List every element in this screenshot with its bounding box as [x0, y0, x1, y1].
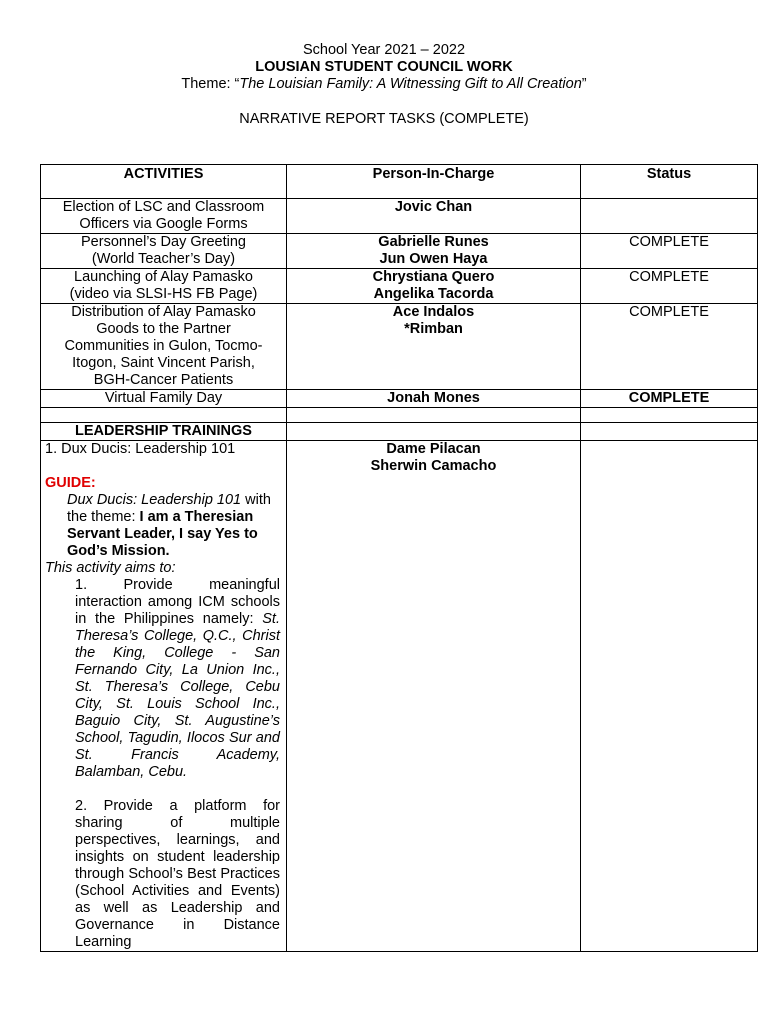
training-row	[41, 441, 758, 952]
status-cell: COMPLETE	[581, 269, 758, 304]
activity-cell: Distribution of Alay Pamasko Goods to the Partner Communities in Gulon, Tocmo- Itogon, Saint Vincent Parish, BGH-Cancer Patients	[41, 304, 287, 390]
person-cell: Jonah Mones	[287, 390, 581, 408]
status-cell: COMPLETE	[581, 234, 758, 269]
theme-title: The Louisian Family: A Witnessing Gift to All Creation	[239, 76, 582, 92]
aim-1: 1. Provide meaningful interaction among ICM schools in the Philippines namely: St. Theresa’s College, Q.C., Christ the King, College - San Fernando City, La Union Inc., St. Theresa’s College, Cebu City, St. Louis School Inc., Baguio City, St. Augustine’s School, Tagudin, Ilocos Sur and St. Francis Academy, Balamban, Cebu.	[75, 577, 280, 780]
person-cell: Chrystiana Quero Angelika Tacorda	[287, 269, 581, 304]
guide-text: Dux Ducis: Leadership 101 with the theme: I am a Theresian Servant Leader, I say Yes to God’s Mission.	[67, 492, 271, 559]
aims-intro: This activity aims to:	[45, 560, 176, 576]
status-cell	[581, 199, 758, 234]
school-year: School Year 2021 – 2022	[302, 42, 466, 58]
status-cell: COMPLETE	[581, 304, 758, 390]
guide-label: GUIDE:	[45, 475, 96, 491]
table-row	[41, 199, 758, 234]
training-item: 1. Dux Ducis: Leadership 101	[45, 441, 236, 457]
column-header-activities: ACTIVITIES	[41, 165, 287, 199]
training-activity-cell	[41, 441, 287, 952]
table-row	[41, 234, 758, 269]
activity-cell: Virtual Family Day	[41, 390, 287, 408]
training-person-cell: Dame Pilacan Sherwin Camacho	[287, 441, 581, 952]
activity-cell: Election of LSC and Classroom Officers via Google Forms	[41, 199, 287, 234]
table-row	[41, 390, 758, 408]
table-row	[41, 269, 758, 304]
person-cell: Gabrielle Runes Jun Owen Haya	[287, 234, 581, 269]
section-header-row	[41, 423, 758, 441]
status-cell: COMPLETE	[581, 390, 758, 408]
activities-table	[40, 164, 758, 952]
council-title: LOUSIAN STUDENT COUNCIL WORK	[255, 59, 513, 75]
training-status-cell	[581, 441, 758, 952]
table-header-row	[41, 165, 758, 199]
section-title: LEADERSHIP TRAININGS	[41, 423, 287, 441]
theme-line: Theme: “The Louisian Family: A Witnessing Gift to All Creation”	[181, 76, 587, 92]
document-header	[0, 42, 768, 128]
table-row	[41, 304, 758, 390]
spacer-row	[41, 408, 758, 423]
activity-cell: Personnel’s Day Greeting (World Teacher’s Day)	[41, 234, 287, 269]
person-cell: Ace Indalos *Rimban	[287, 304, 581, 390]
report-title: NARRATIVE REPORT TASKS (COMPLETE)	[239, 111, 529, 127]
person-cell: Jovic Chan	[287, 199, 581, 234]
column-header-status: Status	[581, 165, 758, 199]
activity-cell: Launching of Alay Pamasko (video via SLSI-HS FB Page)	[41, 269, 287, 304]
aim-2: 2. Provide a platform for sharing of multiple perspectives, learnings, and insights on student leadership through School’s Best Practices (School Activities and Events) as well as Leadership and Governance in Distance Learning	[75, 798, 280, 950]
column-header-person-in-charge: Person-In-Charge	[287, 165, 581, 199]
